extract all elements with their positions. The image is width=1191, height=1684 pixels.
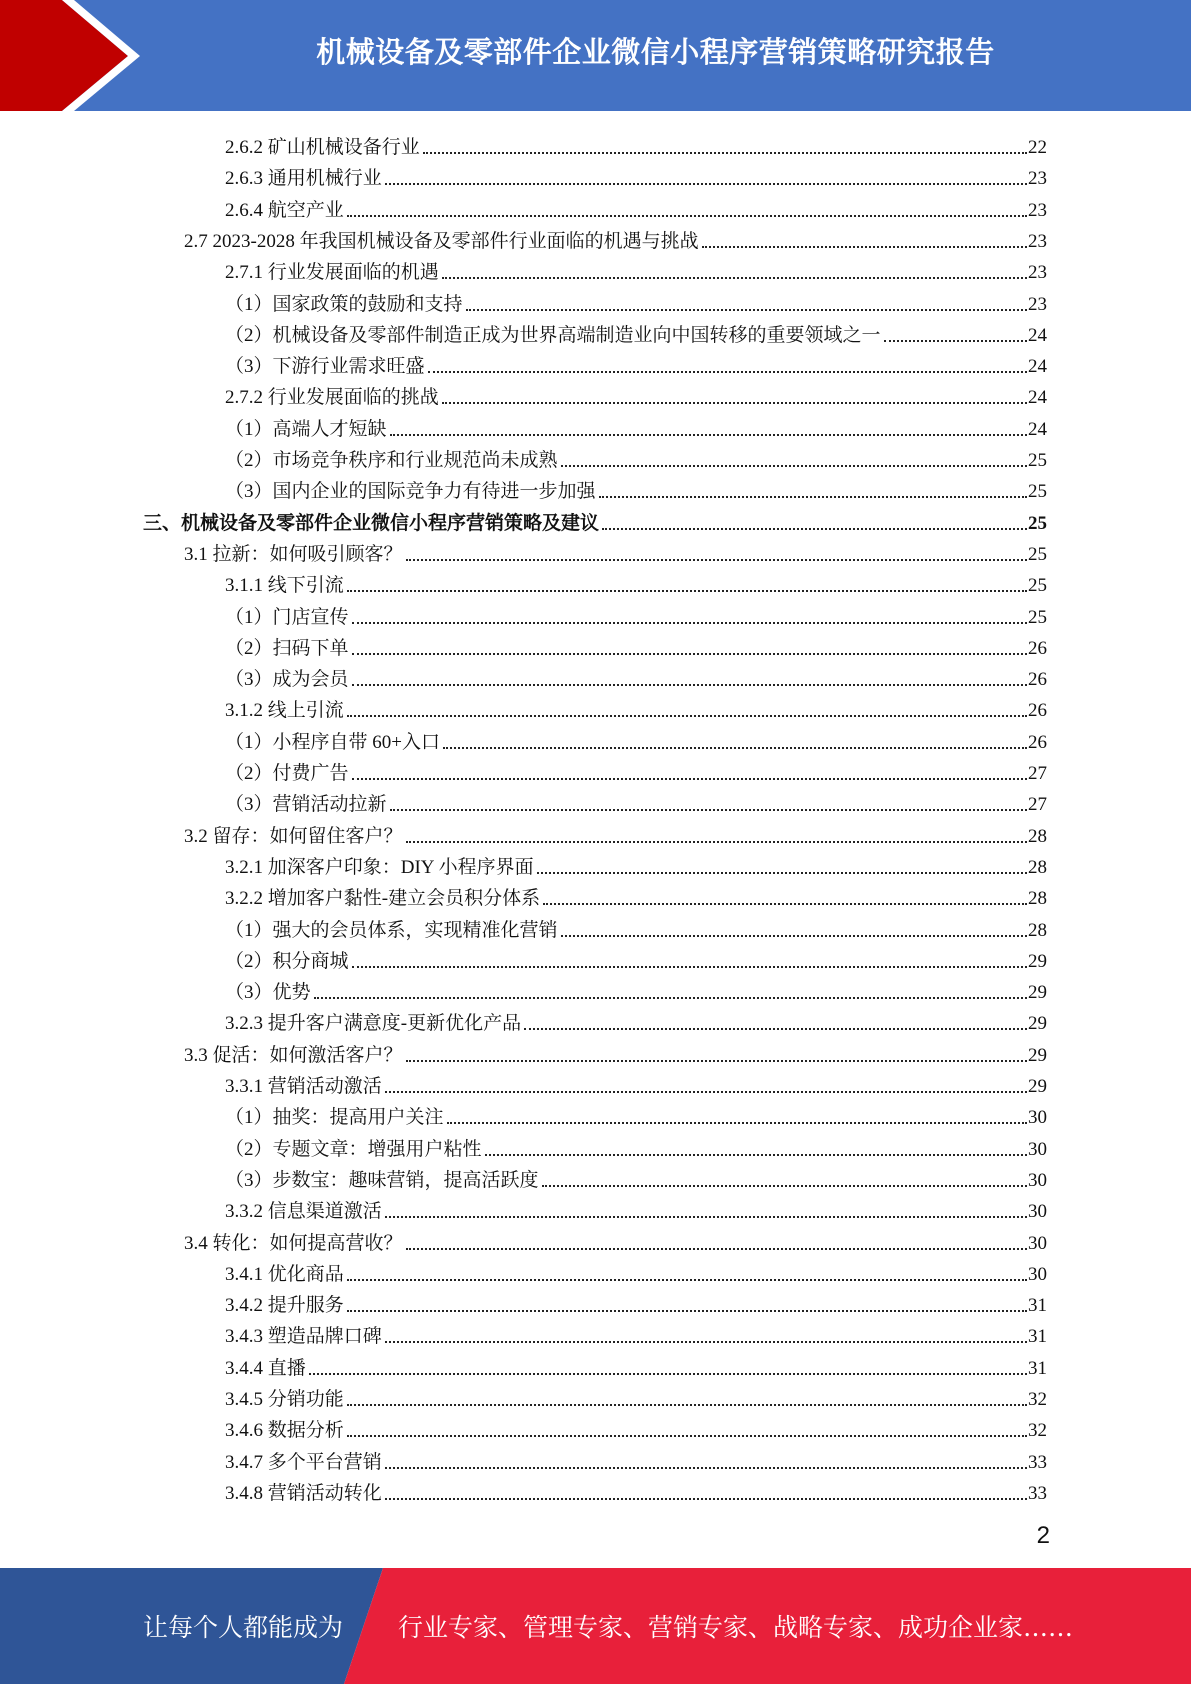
toc-entry-title: （2）机械设备及零部件制造正成为世界高端制造业向中国转移的重要领域之一 (225, 324, 881, 346)
report-title: 机械设备及零部件企业微信小程序营销策略研究报告 (316, 34, 995, 69)
toc-entry-page: 26 (1028, 637, 1047, 659)
toc-entry-title: （1）抽奖：提高用户关注 (225, 1107, 444, 1129)
toc-entry[interactable] (225, 629, 1047, 660)
toc-entry-title: （2）扫码下单 (225, 637, 349, 659)
toc-dot-leader (702, 246, 1027, 248)
toc-dot-leader (561, 465, 1027, 467)
toc-entry[interactable] (184, 1036, 1047, 1067)
toc-entry[interactable] (184, 222, 1047, 253)
toc-entry-title: （3）步数宝：趣味营销，提高活跃度 (225, 1169, 539, 1191)
toc-entry[interactable] (225, 410, 1047, 441)
toc-entry-title: 3.3.1 营销活动激活 (225, 1076, 382, 1097)
toc-entry-title: 3.1.2 线上引流 (225, 700, 344, 722)
toc-entry-page: 31 (1028, 1357, 1047, 1379)
toc-dot-leader (385, 1498, 1027, 1500)
toc-dot-leader (428, 371, 1027, 373)
toc-entry[interactable] (225, 1161, 1047, 1192)
toc-dot-leader (385, 1216, 1027, 1218)
toc-entry-title: （3）下游行业需求旺盛 (225, 356, 425, 378)
toc-dot-leader (406, 1248, 1027, 1250)
toc-entry[interactable] (225, 441, 1047, 472)
toc-entry-title: 3.4 转化：如何提高营收？ (184, 1232, 403, 1254)
toc-entry-page: 25 (1028, 575, 1047, 597)
toc-entry[interactable] (184, 535, 1047, 566)
toc-dot-leader (347, 1279, 1027, 1281)
toc-entry-page: 27 (1028, 763, 1047, 784)
toc-entry-title: （1）小程序自带 60+入口 (225, 731, 440, 753)
toc-entry-page: 32 (1028, 1420, 1047, 1442)
toc-entry[interactable] (225, 285, 1047, 316)
toc-entry-page: 28 (1028, 856, 1047, 878)
toc-dot-leader (385, 183, 1027, 185)
toc-dot-leader (537, 872, 1027, 874)
toc-entry[interactable] (225, 1317, 1047, 1348)
toc-entry[interactable] (225, 942, 1047, 973)
toc-entry-page: 31 (1028, 1326, 1047, 1348)
toc-entry-page: 24 (1028, 387, 1047, 409)
toc-entry-title: 3.4.5 分销功能 (225, 1389, 344, 1410)
toc-entry[interactable] (225, 253, 1047, 284)
toc-dot-leader (485, 1154, 1027, 1156)
toc-entry-page: 29 (1028, 982, 1047, 1004)
toc-entry[interactable] (143, 504, 1047, 535)
toc-entry-title: 2.7 2023-2028 年我国机械设备及零部件行业面临的机遇与挑战 (184, 230, 699, 252)
toc-entry-title: （3）优势 (225, 982, 311, 1004)
toc-entry-page: 26 (1028, 669, 1047, 691)
toc-entry-title: 3.4.6 数据分析 (225, 1420, 344, 1442)
toc-entry-page: 31 (1028, 1295, 1047, 1317)
toc-dot-leader (406, 559, 1027, 561)
toc-entry-page: 23 (1028, 199, 1047, 221)
toc-entry[interactable] (184, 817, 1047, 848)
toc-entry-title: 三、机械设备及零部件企业微信小程序营销策略及建议 (143, 512, 600, 534)
toc-entry-title: 3.4.1 优化商品 (225, 1263, 344, 1285)
toc-dot-leader (390, 434, 1027, 436)
toc-entry-page: 28 (1028, 825, 1047, 847)
toc-entry-title: （2）专题文章：增强用户粘性 (225, 1138, 482, 1160)
toc-entry[interactable] (225, 1411, 1047, 1442)
toc-dot-leader (447, 1122, 1027, 1124)
toc-entry-page: 30 (1028, 1263, 1047, 1285)
toc-dot-leader (347, 590, 1027, 592)
toc-dot-leader (352, 653, 1027, 655)
toc-entry-title: （2）市场竞争秩序和行业规范尚未成熟 (225, 450, 558, 471)
toc-entry-page: 28 (1028, 888, 1047, 910)
toc-entry-title: 3.2.1 加深客户印象：DIY 小程序界面 (225, 856, 534, 878)
toc-dot-leader (442, 402, 1027, 404)
toc-entry-title: 3.1.1 线下引流 (225, 575, 344, 597)
toc-entry-title: 3.4.7 多个平台营销 (225, 1451, 382, 1473)
toc-dot-leader (347, 1435, 1027, 1437)
footer-slogan-left: 让每个人都能成为 (143, 1613, 344, 1642)
toc-entry-title: 3.2.3 提升客户满意度-更新优化产品 (225, 1013, 522, 1035)
toc-entry[interactable] (225, 754, 1047, 785)
toc-dot-leader (347, 215, 1027, 217)
toc-entry[interactable] (225, 378, 1047, 409)
toc-dot-leader (442, 277, 1027, 279)
toc-dot-leader (443, 747, 1027, 749)
toc-entry-page: 24 (1028, 356, 1047, 378)
toc-entry[interactable] (225, 128, 1047, 159)
toc-entry-title: 3.4.8 营销活动转化 (225, 1482, 382, 1504)
toc-dot-leader (390, 809, 1027, 811)
toc-entry-title: 3.2.2 增加客户黏性-建立会员积分体系 (225, 888, 541, 910)
toc-entry-page: 25 (1028, 512, 1047, 534)
toc-entry-page: 30 (1028, 1138, 1047, 1160)
toc-entry-title: 2.7.1 行业发展面临的机遇 (225, 262, 439, 284)
toc-entry-title: 3.1 拉新：如何吸引顾客？ (184, 543, 403, 565)
toc-dot-leader (314, 997, 1027, 999)
toc-entry-title: 3.2 留存：如何留住客户？ (184, 825, 403, 847)
toc-entry-title: 3.3 促活：如何激活客户？ (184, 1044, 403, 1066)
toc-entry-title: 2.7.2 行业发展面临的挑战 (225, 387, 439, 409)
toc-dot-leader (543, 903, 1027, 905)
toc-entry[interactable] (225, 1098, 1047, 1129)
toc-entry-page: 25 (1028, 543, 1047, 565)
toc-entry[interactable] (225, 598, 1047, 629)
toc-entry[interactable] (225, 191, 1047, 222)
toc-entry[interactable] (225, 159, 1047, 190)
toc-dot-leader (466, 309, 1027, 311)
toc-dot-leader (352, 622, 1027, 624)
toc-dot-leader (542, 1185, 1027, 1187)
toc-dot-leader (884, 340, 1027, 342)
toc-entry[interactable] (225, 1130, 1047, 1161)
toc-entry-page: 25 (1028, 481, 1047, 503)
toc-entry[interactable] (225, 1286, 1047, 1317)
toc-entry-title: （1）门店宣传 (225, 606, 349, 628)
toc-entry[interactable] (225, 1349, 1047, 1380)
toc-dot-leader (385, 1091, 1027, 1093)
toc-entry[interactable] (225, 1192, 1047, 1223)
toc-entry-page: 23 (1028, 230, 1047, 252)
toc-dot-leader (352, 966, 1027, 968)
page-number: 2 (1036, 1522, 1050, 1549)
toc-entry-page: 23 (1028, 168, 1047, 190)
toc-entry-title: （1）高端人才短缺 (225, 418, 387, 440)
toc-entry-title: 3.4.3 塑造品牌口碑 (225, 1326, 382, 1348)
toc-entry-page: 29 (1028, 1044, 1047, 1066)
toc-entry[interactable] (225, 1474, 1047, 1505)
toc-entry-page: 26 (1028, 700, 1047, 722)
toc-dot-leader (352, 684, 1027, 686)
toc-entry-page: 30 (1028, 1201, 1047, 1223)
toc-entry-page: 33 (1028, 1451, 1047, 1473)
page-footer (0, 1568, 1191, 1684)
toc-entry[interactable] (225, 785, 1047, 816)
toc-dot-leader (347, 715, 1027, 717)
toc-entry[interactable] (225, 660, 1047, 691)
toc-entry-title: 2.6.4 航空产业 (225, 199, 344, 221)
toc-entry[interactable] (225, 911, 1047, 942)
toc-entry[interactable] (225, 1380, 1047, 1411)
toc-dot-leader (406, 841, 1027, 843)
toc-entry-title: （1）国家政策的鼓励和支持 (225, 293, 463, 315)
toc-entry-page: 26 (1028, 731, 1047, 753)
toc-entry[interactable] (225, 723, 1047, 754)
toc-dot-leader (599, 496, 1027, 498)
toc-dot-leader (602, 528, 1027, 530)
toc-entry[interactable] (184, 1224, 1047, 1255)
toc-entry-title: 3.4.4 直播 (225, 1357, 306, 1379)
toc-entry[interactable] (225, 691, 1047, 722)
toc-entry-title: （2）付费广告 (225, 763, 349, 784)
toc-dot-leader (561, 935, 1027, 937)
toc-entry-title: （3）营销活动拉新 (225, 794, 387, 816)
toc-dot-leader (385, 1341, 1027, 1343)
toc-entry-page: 25 (1028, 606, 1047, 628)
footer-slogan-right: 行业专家、管理专家、营销专家、战略专家、成功企业家…… (398, 1613, 1074, 1642)
toc-dot-leader (347, 1310, 1027, 1312)
toc-entry-title: 2.6.3 通用机械行业 (225, 168, 382, 190)
toc-entry-page: 22 (1028, 137, 1047, 158)
toc-dot-leader (385, 1467, 1027, 1469)
toc-entry[interactable] (225, 879, 1047, 910)
toc-entry-page: 30 (1028, 1107, 1047, 1129)
toc-dot-leader (347, 1404, 1027, 1406)
toc-entry-page: 23 (1028, 293, 1047, 315)
toc-entry-title: 2.6.2 矿山机械设备行业 (225, 137, 420, 158)
toc-entry[interactable] (225, 1004, 1047, 1035)
toc-entry[interactable] (225, 848, 1047, 879)
toc-entry-page: 25 (1028, 450, 1047, 471)
toc-dot-leader (524, 1028, 1027, 1030)
toc-entry-page: 28 (1028, 919, 1047, 941)
page-header (0, 0, 1191, 111)
toc-entry-page: 24 (1028, 418, 1047, 440)
toc-entry-page: 29 (1028, 950, 1047, 972)
toc-dot-leader (352, 778, 1027, 780)
toc-entry[interactable] (225, 973, 1047, 1004)
toc-entry-title: （2）积分商城 (225, 950, 349, 972)
toc-entry[interactable] (225, 472, 1047, 503)
toc-entry[interactable] (225, 316, 1047, 347)
toc-entry[interactable] (225, 1255, 1047, 1286)
toc-entry[interactable] (225, 347, 1047, 378)
toc-entry-title: （1）强大的会员体系，实现精准化营销 (225, 919, 558, 941)
toc-entry-page: 23 (1028, 262, 1047, 284)
toc-entry[interactable] (225, 566, 1047, 597)
toc-entry-title: （3）国内企业的国际竞争力有待进一步加强 (225, 481, 596, 503)
toc-entry-page: 29 (1028, 1013, 1047, 1035)
toc-entry-page: 27 (1028, 794, 1047, 816)
toc-dot-leader (309, 1373, 1027, 1375)
toc-entry-page: 30 (1028, 1232, 1047, 1254)
toc-entry-page: 33 (1028, 1482, 1047, 1504)
toc-entry-title: 3.3.2 信息渠道激活 (225, 1201, 382, 1223)
toc-entry[interactable] (225, 1443, 1047, 1474)
toc-entry-page: 32 (1028, 1389, 1047, 1410)
toc-entry-title: （3）成为会员 (225, 669, 349, 691)
toc-entry-page: 29 (1028, 1076, 1047, 1097)
toc-entry-page: 30 (1028, 1169, 1047, 1191)
toc-entry-title: 3.4.2 提升服务 (225, 1295, 344, 1317)
toc-dot-leader (406, 1060, 1027, 1062)
toc-entry-page: 24 (1028, 324, 1047, 346)
toc-entry[interactable] (225, 1067, 1047, 1098)
toc-dot-leader (423, 152, 1027, 154)
